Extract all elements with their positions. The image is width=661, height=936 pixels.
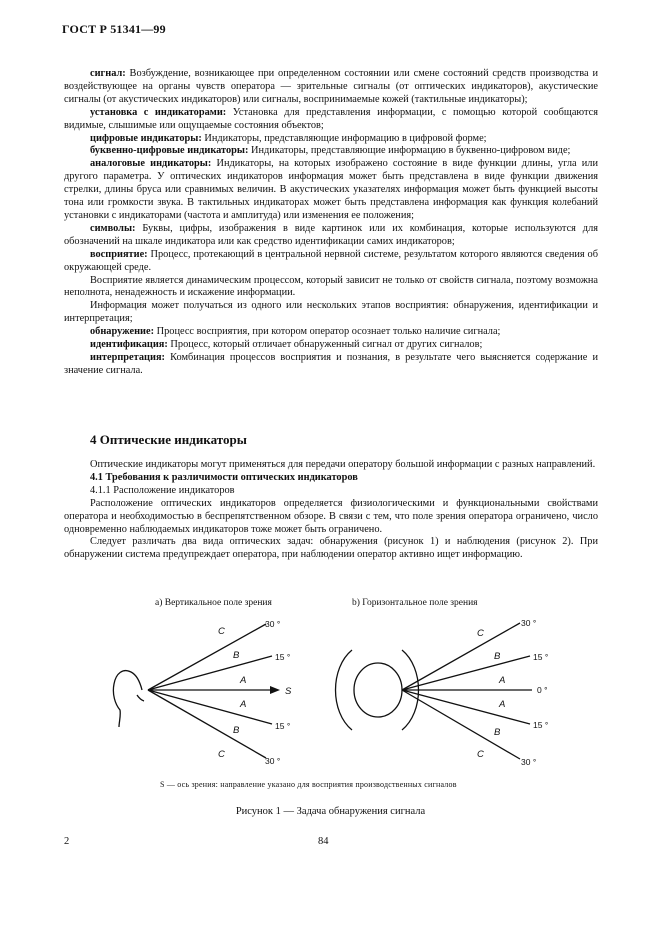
ray-15-down <box>148 690 272 724</box>
figure-sublabel-a: а) Вертикальное поле зрения <box>155 598 272 608</box>
paragraph: Информация может получаться из одного или нескольких этапов восприятия: обнаружения, идентификации и интерпретация; <box>64 300 598 325</box>
figure-caption: Рисунок 1 — Задача обнаружения сигнала <box>235 806 426 817</box>
deg-h-15-bottom: 15 ° <box>533 720 549 730</box>
definition-text: Установка для представления информации, с помощью которой сообщаются видимые, слышимые или ощущаемые состояния объектов; <box>64 106 598 131</box>
definition-text: Процесс восприятия, при котором оператор осознает только наличие сигнала; <box>154 326 501 338</box>
deg-h-30-top: 30 ° <box>521 618 537 628</box>
term: символы: <box>90 222 136 234</box>
subsubsection-heading: 4.1.1 Расположение индикаторов <box>90 484 235 496</box>
label-b-bottom: B <box>233 725 240 736</box>
paragraph: Расположение оптических индикаторов определяется физиологическими и функциональными свойствами оператора и необходимостью в беспрепятственном обзоре. В связи с тем, что поле зрения оператора ограничено, число одновременно наблюдаемых индикаторов тоже может быть ограничено. <box>64 497 598 535</box>
subsection-heading: 4.1 Требования к различимости оптических индикаторов <box>90 471 358 483</box>
definition-text: Процесс, протекающий в центральной нервной системе, результатом которого являются сведения об окружающей среде. <box>64 248 598 273</box>
term: интерпретация: <box>90 351 165 363</box>
shoulder-left <box>336 650 353 730</box>
definition-text: Возбуждение, возникающее при определенном состоянии или смене состояний средств производства и воздействующее на органы чувств оператора — зрительные сигналы (от оптических индикаторов), акустические сигналы (от акустических индикаторов) или сигналы, воспринимаемые кожей (тактильные индикаторы); <box>64 68 598 105</box>
label-c-bottom: C <box>218 749 225 760</box>
axis-arrowhead <box>270 686 280 694</box>
label-b-top: B <box>233 650 240 661</box>
term: установка с индикаторами: <box>90 106 227 118</box>
term: обнаружение: <box>90 326 155 338</box>
term: восприятие: <box>90 248 148 260</box>
vertical-field-diagram <box>113 624 274 758</box>
definition-text: Буквы, цифры, изображения в виде картинок или их комбинация, которые используются для обозначений на шкале индикатора или как средство идентификации самих индикаторов; <box>64 222 598 247</box>
term: буквенно-цифровые индикаторы: <box>90 145 249 157</box>
paragraph: Следует различать два вида оптических задач: обнаружения (рисунок 1) и наблюдения (рисунок 2). При обнаружении система предупреждает оператора, при наблюдении оператор активно ищет информацию. <box>64 536 598 561</box>
paragraph: Восприятие является динамическим процессом, который зависит не только от свойств сигнала, поэтому возможна неполнота, ненадежность и искажение информации. <box>64 274 598 299</box>
figure-sublabel-b: b) Горизонтальное поле зрения <box>352 598 478 608</box>
label-a-h-top: A <box>499 675 506 686</box>
label-c-h-top: C <box>477 628 484 639</box>
term: аналоговые индикаторы: <box>90 158 212 170</box>
deg-h-0: 0 ° <box>537 685 548 695</box>
definition-text: Индикаторы, представляющие информацию в цифровой форме; <box>201 132 487 144</box>
page-number-left: 2 <box>64 836 70 847</box>
paragraph: Оптические индикаторы могут применяться для передачи оператору большой информации с разных направлений. <box>90 459 596 470</box>
deg-h-30-bottom: 30 ° <box>521 757 537 767</box>
label-b-h-top: B <box>494 651 501 662</box>
section-heading: 4 Оптические индикаторы <box>90 432 247 447</box>
deg-h-15-top: 15 ° <box>533 652 549 662</box>
horizontal-field-diagram <box>336 623 533 759</box>
deg-15-top: 15 ° <box>275 652 291 662</box>
term: идентификация: <box>90 339 168 351</box>
page-number-center: 84 <box>318 836 329 847</box>
definition-text: Индикаторы, на которых изображено состояние в виде функции длины, угла или другого параметра. У оптических индикаторов информация может быть представлена в виде функции движения стрелки, длины бруса или сравнимых величин. В акустических указателях информация может быть функцией высоты тона или громкости звука. В тактильных индикаторах может быть представлена информация как функция колебаний установки с индикаторами (частота и амплитуда) или изменения ее положения; <box>64 158 598 221</box>
deg-30-top: 30 ° <box>265 619 281 629</box>
ray-15-up <box>148 656 272 690</box>
label-s-axis: S <box>285 686 292 697</box>
definition-text: Индикаторы, представляющие информацию в буквенно-цифровом виде; <box>248 145 571 157</box>
definition-text: Процесс, который отличает обнаруженный сигнал от других сигналов; <box>167 339 483 351</box>
label-c-top: C <box>218 626 225 637</box>
figure-note: S — ось зрения: направление указано для восприятия производственных сигналов <box>160 780 457 789</box>
label-a-bottom: A <box>240 699 247 710</box>
ray-h-15-down <box>402 690 530 724</box>
ray-30-down <box>148 690 266 758</box>
label-a-h-bottom: A <box>499 699 506 710</box>
term: цифровые индикаторы: <box>90 132 202 144</box>
label-b-h-bottom: B <box>494 727 501 738</box>
ray-h-15-up <box>402 656 530 690</box>
deg-30-bottom: 30 ° <box>265 756 281 766</box>
label-a-top: A <box>240 675 247 686</box>
chin-line <box>137 695 144 701</box>
deg-15-bottom: 15 ° <box>275 721 291 731</box>
definition-text: Комбинация процессов восприятия и познания, в результате чего выясняется содержание и значение сигнала. <box>64 351 598 376</box>
label-c-h-bottom: C <box>477 749 484 760</box>
term: сигнал: <box>90 68 126 79</box>
ray-30-up <box>148 624 266 690</box>
head-top-view <box>354 663 402 717</box>
document-header: ГОСТ Р 51341—99 <box>62 22 166 36</box>
head-profile <box>113 671 142 727</box>
